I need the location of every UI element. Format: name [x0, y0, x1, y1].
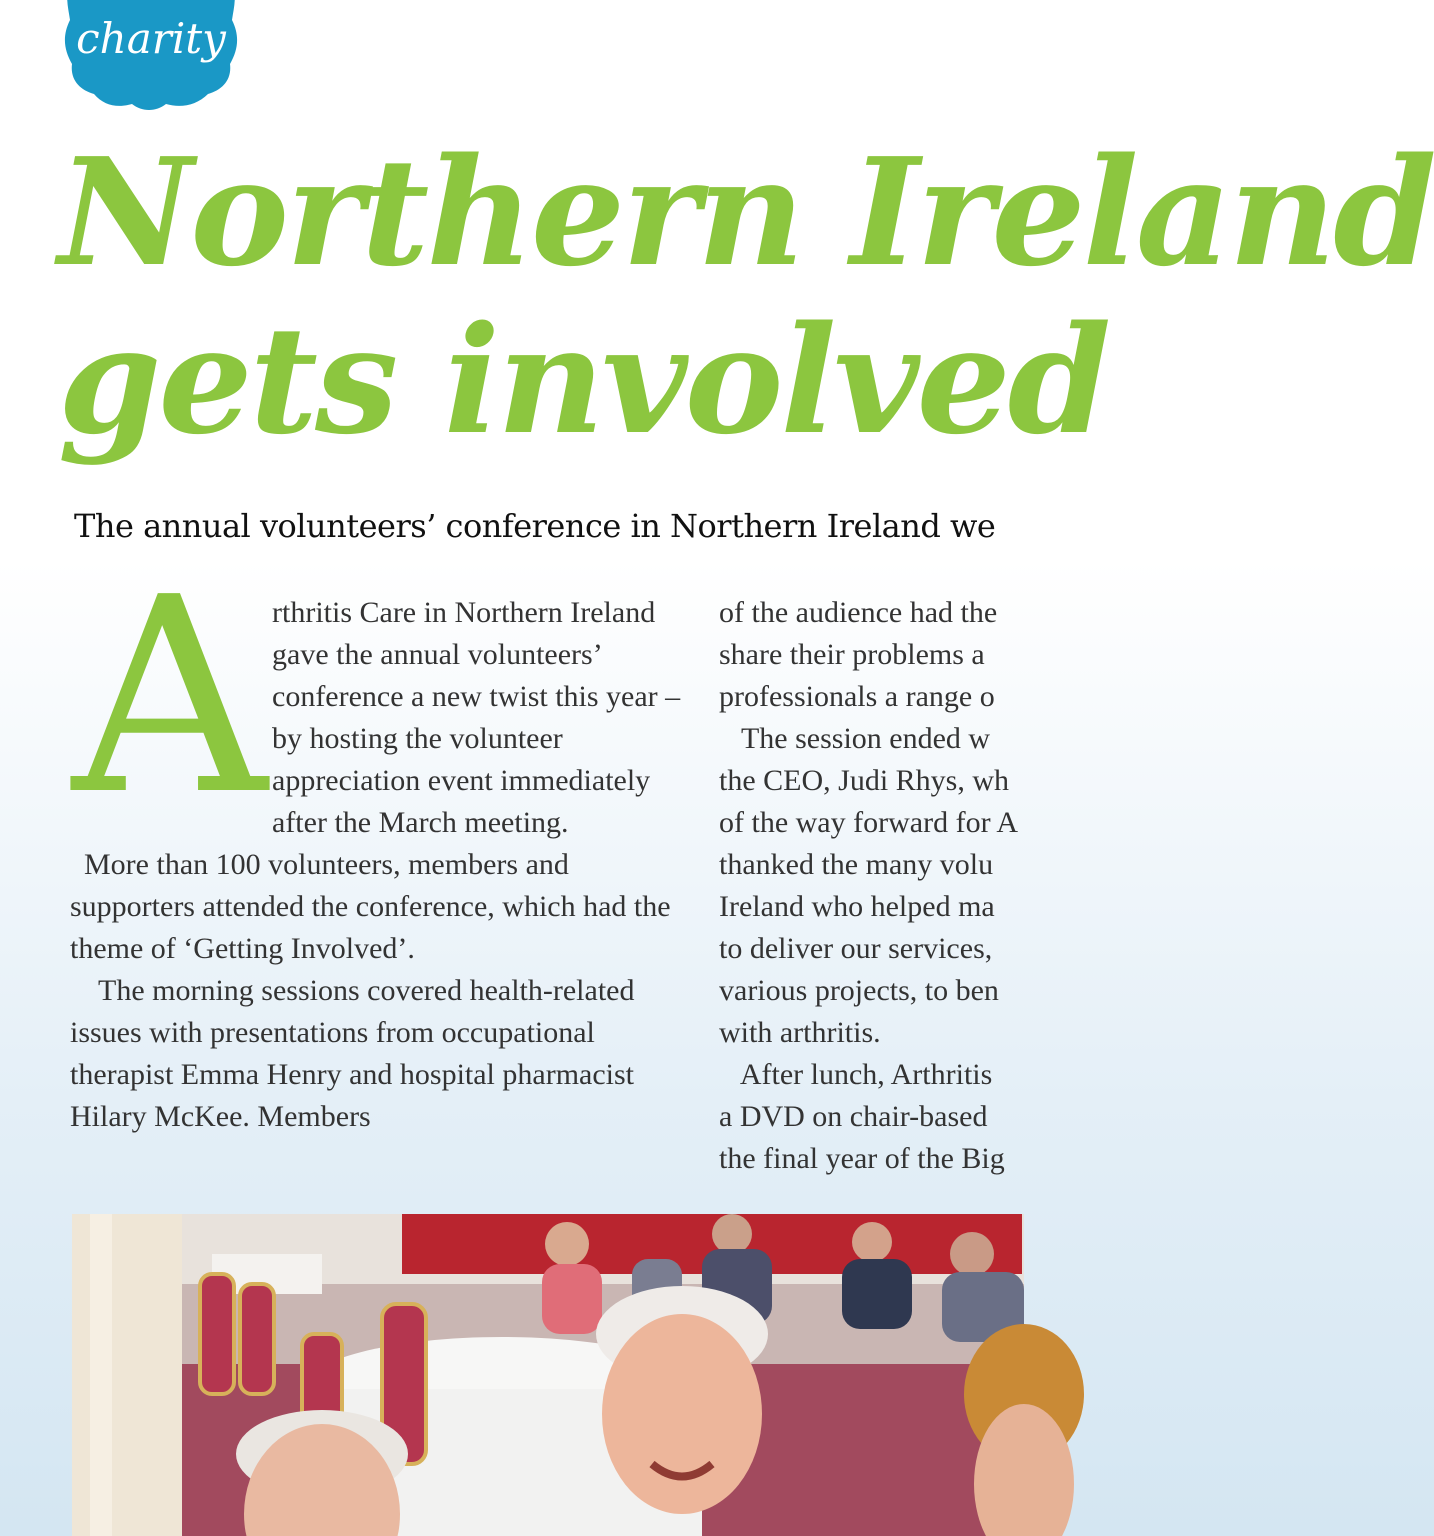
article-column-right [719, 592, 1024, 1180]
section-label: charity [76, 14, 226, 63]
right-line: the CEO, Judi Rhys, wh [719, 764, 1010, 797]
article-column-left [70, 539, 682, 1138]
right-line: After lunch, Arthritis [719, 1058, 993, 1091]
right-line: of the way forward for A [719, 806, 1019, 839]
right-line: thanked the many volu [719, 848, 994, 881]
right-line: a DVD on chair-based [719, 1100, 988, 1133]
headline-line-1: Northern Ireland [58, 125, 1434, 299]
paragraph-3: The morning sessions covered health-related issues with presentations from occupational therapist Emma Henry and hospital pharmacist Hilary McKee. Members [70, 974, 635, 1133]
headline [58, 125, 1434, 488]
right-line: the final year of the Big [719, 1142, 1005, 1175]
right-line: to deliver our services, [719, 932, 993, 965]
drop-cap: A [72, 539, 267, 854]
section-badge [62, 0, 240, 112]
right-line: Ireland who helped ma [719, 890, 995, 923]
right-line: with arthritis. [719, 1016, 881, 1049]
standfirst: The annual volunteers’ conference in Northern Ireland we [74, 507, 996, 545]
right-line: of the audience had the [719, 596, 998, 629]
photo-image [72, 1214, 1024, 1536]
right-line: The session ended w [719, 722, 991, 755]
right-line: professionals a range o [719, 680, 995, 713]
paragraph-2: More than 100 volunteers, members and supporters attended the conference, which had the theme of ‘Getting Involved’. [70, 848, 671, 965]
headline-line-2: gets involved [58, 293, 1109, 467]
paragraph-1-text: rthritis Care in Northern Ireland gave the annual volunteers’ conference a new twist this year – by hosting the volunteer appreciation event immediately after the March meeting. [272, 596, 681, 839]
right-line: share their problems a [719, 638, 985, 671]
right-line: various projects, to ben [719, 974, 999, 1007]
paragraph-1 [70, 539, 682, 854]
conference-photo [72, 1214, 1024, 1536]
